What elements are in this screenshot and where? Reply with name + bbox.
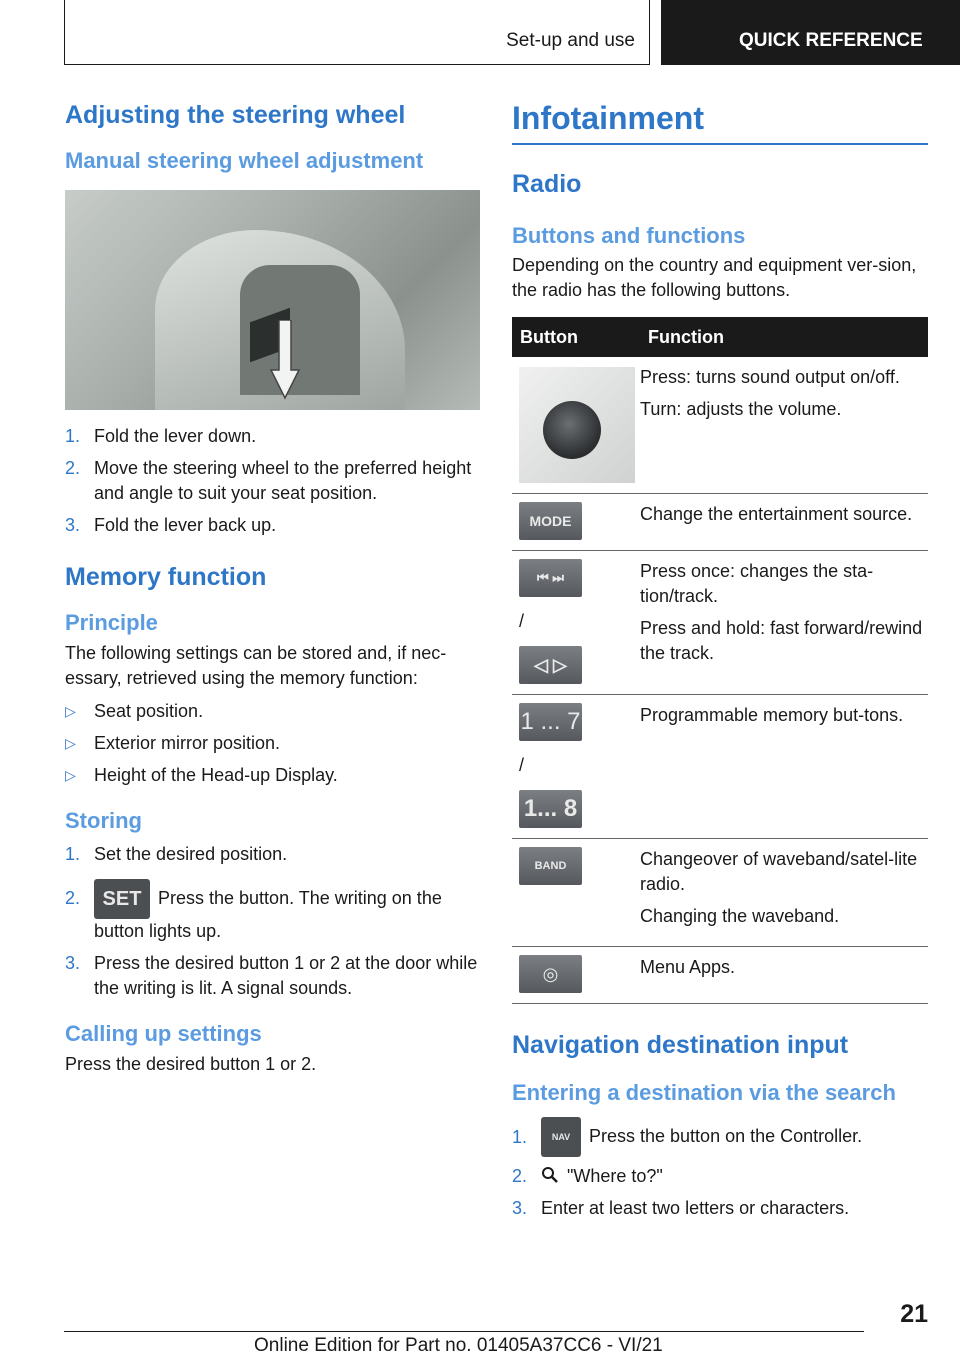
arrow-keys-icon: ◁ ▷ [519, 646, 582, 684]
infotainment-heading: Infotainment [512, 100, 928, 145]
search-icon [541, 1166, 559, 1184]
storing-steps-list [65, 842, 480, 1001]
memory-function-heading: Memory function [65, 563, 267, 592]
list-item: 1. Set the desired position. [65, 844, 288, 865]
steering-wheel-heading: Adjusting the steering wheel [65, 101, 406, 129]
list-item: 1. NAV Press the button on the Controller. [512, 1117, 928, 1157]
col-function-header: Function [640, 317, 928, 357]
principle-text: The following settings can be stored and, if nec‐essary, retrieved using the memory function: [65, 642, 447, 688]
triangle-bullet-icon: ▷ [65, 734, 76, 751]
navigation-heading: Navigation destination input [512, 1031, 849, 1060]
principle-heading: Principle [65, 610, 158, 636]
table-row: MODE Change the entertainment source. [512, 494, 928, 551]
footer-divider [64, 1331, 864, 1332]
manual-adjustment-heading: Manual steering wheel adjustment [65, 148, 424, 173]
triangle-bullet-icon: ▷ [65, 702, 76, 719]
right-column [512, 100, 928, 1228]
chapter-tab[interactable]: QUICK REFERENCE [661, 0, 960, 65]
set-button-icon: SET [94, 879, 150, 919]
buttons-functions-heading: Buttons and functions [512, 223, 746, 248]
memory-items-list [65, 699, 480, 788]
calling-up-text: Press the desired button 1 or 2. [65, 1053, 317, 1074]
list-item: 3. Fold the lever back up. [65, 515, 277, 536]
radio-heading: Radio [512, 170, 582, 198]
triangle-bullet-icon: ▷ [65, 766, 76, 783]
col-button-header: Button [512, 317, 640, 357]
left-column [65, 100, 480, 1077]
radio-buttons-table [512, 317, 928, 1004]
apps-key-icon: ◎ [519, 955, 582, 993]
edition-text: Online Edition for Part no. 01405A37CC6 - VI/21 [254, 1335, 663, 1356]
nav-steps-list [512, 1117, 928, 1221]
band-key-icon: BAND [519, 847, 582, 885]
memory-keys-7-icon: 1 ... 7 [519, 703, 582, 741]
down-arrow-icon [270, 320, 300, 400]
list-item: 2. Move the steering wheel to the preferred height and angle to suit your seat position. [65, 458, 472, 504]
table-row: Press: turns sound output on/off. Turn: adjusts the volume. [512, 357, 928, 494]
table-row: ⏮ ⏭ / ◁ ▷ Press once: changes the sta‐tion/track. Press and hold: fast forward/rewind the track. [512, 551, 928, 695]
buttons-intro-text: Depending on the country and equipment ver‐sion, the radio has the following buttons. [512, 255, 917, 301]
table-row: 1 ... 7 / 1... 8 Programmable memory but‐tons. [512, 695, 928, 839]
storing-heading: Storing [65, 807, 142, 833]
table-row: BAND Changeover of waveband/satel‐lite radio. Changing the waveband. [512, 839, 928, 947]
section-title: Set-up and use [506, 30, 635, 51]
manual-steps-list [65, 424, 480, 538]
list-item: 2. SET Press the button. The writing on the button lights up. [65, 879, 480, 944]
header-frame [64, 0, 650, 65]
table-row: ◎ Menu Apps. [512, 947, 928, 1004]
calling-up-heading: Calling up settings [65, 1021, 262, 1047]
list-item: 2. "Where to?" [512, 1165, 663, 1186]
list-item: ▷ Seat position. [65, 699, 480, 724]
search-destination-heading: Entering a destination via the search [512, 1080, 896, 1106]
memory-keys-8-icon: 1... 8 [519, 790, 582, 828]
list-item: 3. Press the desired button 1 or 2 at the door while the writing is lit. A signal sounds. [65, 953, 478, 999]
list-item: ▷ Exterior mirror position. [65, 731, 480, 756]
nav-button-icon: NAV [541, 1117, 581, 1157]
page-number: 21 [900, 1300, 928, 1328]
list-item: ▷ Height of the Head-up Display. [65, 763, 480, 788]
volume-knob-icon [519, 367, 635, 483]
table-header [512, 317, 928, 357]
skip-keys-icon: ⏮ ⏭ [519, 559, 582, 597]
list-item: 3. Enter at least two letters or characters. [512, 1197, 850, 1218]
steering-column-photo [65, 190, 480, 410]
list-item: 1. Fold the lever down. [65, 426, 257, 447]
mode-key-icon: MODE [519, 502, 582, 540]
